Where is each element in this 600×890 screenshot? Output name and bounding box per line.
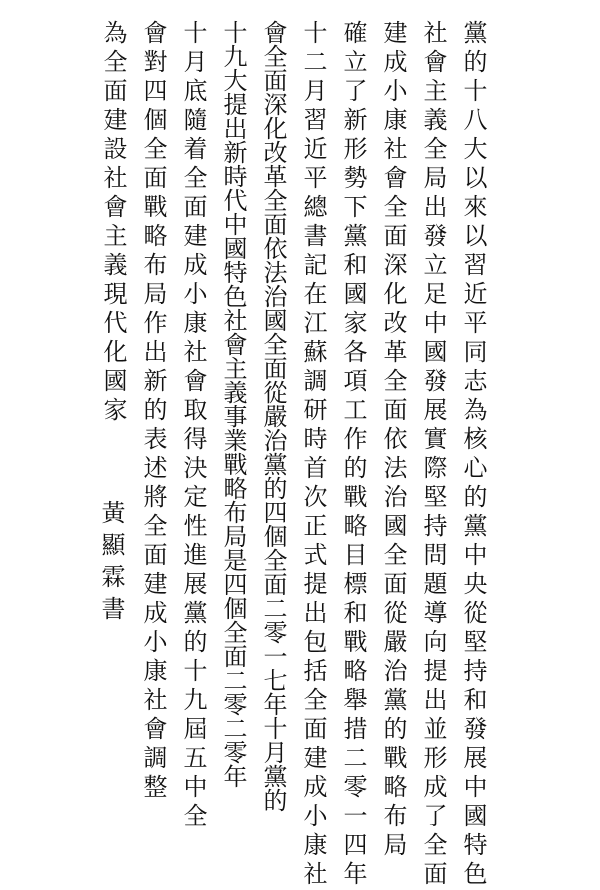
text-column-6: 會全面深化改革全面依法治國全面從嚴治黨的四個全面二零一七年十月黨的	[259, 20, 287, 812]
text-column-7: 十九大提出新時代中國特色社會主義事業戰略布局是四個全面二零二零年	[219, 20, 247, 788]
text-column-1: 黨的十八大以來以習近平同志為核心的黨中央從堅持和發展中國特色	[459, 20, 487, 890]
text-column-4: 確立了新形勢下黨和國家各項工作的戰略目標和戰略舉措二零一四年	[339, 20, 367, 890]
text-column-10: 為全面建設社會主義現代化國家	[99, 20, 127, 426]
text-column-2: 社會主義全局出發立足中國發展實際堅持問題導向提出並形成了全面	[419, 20, 447, 890]
signature: 黃顯霖書	[97, 500, 125, 628]
text-column-9: 會對四個全面戰略布局作出新的表述將全面建成小康社會調整	[139, 20, 167, 803]
text-column-8: 十月底隨着全面建成小康社會取得決定性進展黨的十九屆五中全	[179, 20, 207, 832]
text-column-5: 十二月習近平總書記在江蘇調研時首次正式提出包括全面建成小康社	[299, 20, 327, 890]
text-column-3: 建成小康社會全面深化改革全面依法治國全面從嚴治黨的戰略布局	[379, 20, 407, 861]
